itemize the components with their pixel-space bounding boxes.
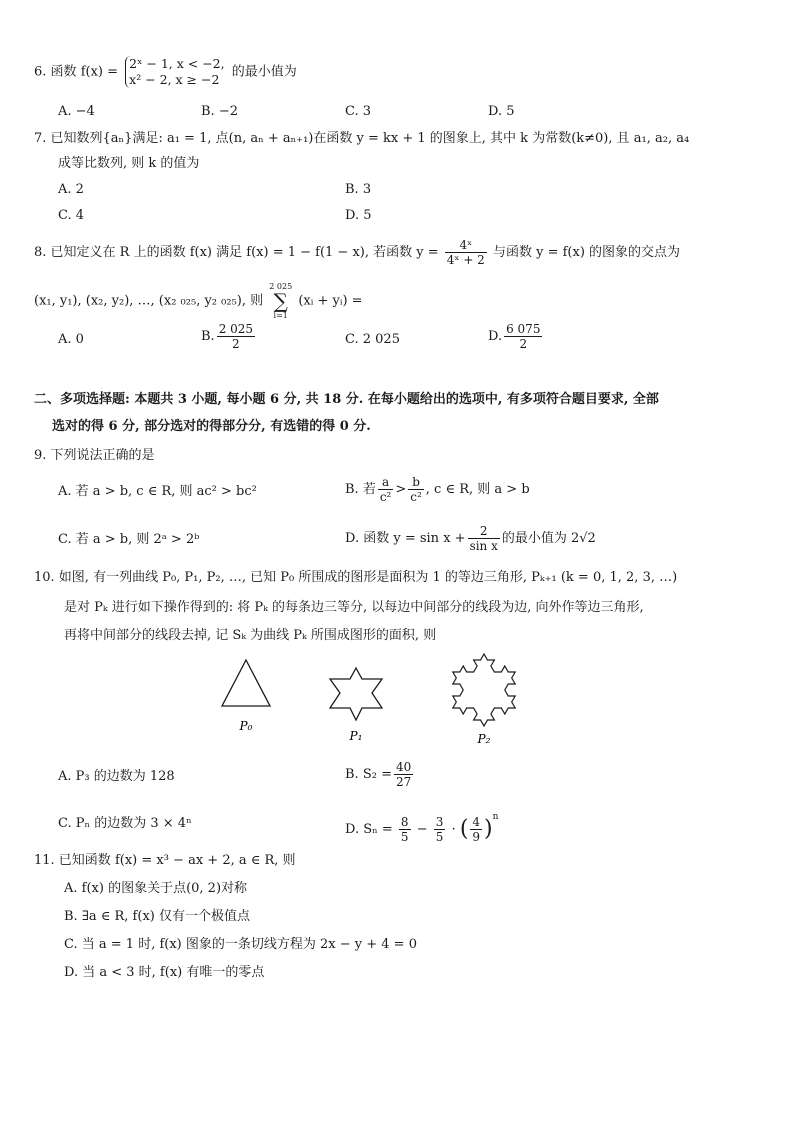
q10-stem-line1: 10. 如图, 有一列曲线 P₀, P₁, P₂, …, 已知 P₀ 所围成的图形是面积为 1 的等边三角形, Pₖ₊₁ (k = 0, 1, 2, 3, …) [34, 570, 678, 585]
q10-stem-line3: 再将中间部分的线段去掉, 记 Sₖ 为曲线 Pₖ 所围成图形的面积, 则 [64, 628, 437, 643]
q11-option-d: D. 当 a < 3 时, f(x) 有唯一的零点 [64, 965, 265, 980]
q8-option-c: C. 2 025 [345, 332, 400, 347]
q6-option-d: D. 5 [488, 104, 515, 119]
q7-option-a: A. 2 [58, 182, 84, 197]
q6-piecewise: 2ˣ − 1, x < −2, x² − 2, x ≥ −2 [125, 56, 224, 88]
q7-option-d: D. 5 [345, 208, 372, 223]
figure-p2-label: P₂ [477, 732, 491, 746]
q6-option-a: A. −4 [58, 104, 95, 119]
q9-option-b: B. 若 $\frac{a}{\text{c²}}$ > $\frac{b}{\text{c²}}$ , c ∈ R, 则 a > b [345, 475, 530, 504]
q10-option-d: D. Sₙ = $\frac{8}{5}$ − $\frac{3}{5}$ · ( $\frac{4}{9}$ )$^n$ [345, 812, 499, 844]
q8-stem-line1: 8. 已知定义在 R 上的函数 f(x) 满足 f(x) = 1 − f(1 − x), 若函数 y = $\frac{\text{4ˣ}}{\text{4ˣ + 2}}$ 与函数 y = f(x) 的图象的交点为 [34, 238, 681, 267]
q6-option-c: C. 3 [345, 104, 372, 119]
figure-p2-snowflake [453, 654, 515, 726]
q8-summation: 2 025 ∑ i=1 [269, 282, 293, 320]
q7-stem-line2: 成等比数列, 则 k 的值为 [58, 156, 200, 171]
q7-option-c: C. 4 [58, 208, 85, 223]
q8-option-d: D. $\frac{6 075}{2}$ [488, 322, 541, 351]
q7-stem-line1: 7. 已知数列{aₙ}满足: a₁ = 1, 点(n, aₙ + aₙ₊₁)在函数 y = kx + 1 的图象上, 其中 k 为常数(k≠0), 且 a₁, a₂, a₄ [34, 131, 690, 146]
q11-stem: 11. 已知函数 f(x) = x³ − ax + 2, a ∈ R, 则 [34, 853, 296, 868]
figure-p0-label: P₀ [239, 719, 253, 733]
q6-number: 6. [34, 64, 47, 80]
q10-option-a: A. P₃ 的边数为 128 [58, 769, 175, 784]
q8-stem-line2: (x₁, y₁), (x₂, y₂), …, (x₂ ₀₂₅, y₂ ₀₂₅), 则 2 025 ∑ i=1 (xᵢ + yᵢ) = [34, 282, 363, 320]
q11-option-b: B. ∃a ∈ R, f(x) 仅有一个极值点 [64, 909, 250, 924]
section2-heading-line1: 二、多项选择题: 本题共 3 小题, 每小题 6 分, 共 18 分. 在每小题给出的选项中, 有多项符合题目要求, 全部 [34, 392, 659, 407]
q6-stem: 6. 函数 f(x) = 2ˣ − 1, x < −2, x² − 2, x ≥ −2 的最小值为 [34, 56, 297, 87]
q11-option-c: C. 当 a = 1 时, f(x) 图象的一条切线方程为 2x − y + 4 = 0 [64, 937, 417, 952]
q10-option-b: B. S₂ = $\frac{40}{27}$ [345, 760, 412, 789]
q10-stem-line2: 是对 Pₖ 进行如下操作得到的: 将 Pₖ 的每条边三等分, 以每边中间部分的线段为边, 向外作等边三角形, [64, 600, 644, 615]
figure-p2-outline [453, 654, 515, 726]
q9-stem: 9. 下列说法正确的是 [34, 448, 155, 463]
figure-p1-star [330, 668, 382, 720]
q9-option-d: D. 函数 y = sin x + $\frac{2}{\text{sin x}}$ 的最小值为 2√2 [345, 524, 596, 553]
q8-option-a: A. 0 [58, 332, 84, 347]
q8-option-b: B. $\frac{2 025}{2}$ [201, 322, 254, 351]
q9-option-c: C. 若 a > b, 则 2ᵃ > 2ᵇ [58, 532, 200, 547]
koch-curve-figures [200, 648, 540, 748]
q10-option-c: C. Pₙ 的边数为 3 × 4ⁿ [58, 816, 192, 831]
section2-heading-line2: 选对的得 6 分, 部分选对的得部分分, 有选错的得 0 分. [52, 419, 371, 434]
q7-option-b: B. 3 [345, 182, 372, 197]
q9-option-a: A. 若 a > b, c ∈ R, 则 ac² > bc² [58, 484, 257, 499]
q11-option-a: A. f(x) 的图象关于点(0, 2)对称 [64, 881, 248, 896]
figure-p1-label: P₁ [349, 729, 363, 743]
q8-fraction: $\frac{\text{4ˣ}}{\text{4ˣ + 2}}$ [446, 238, 485, 267]
figure-p0-triangle [222, 660, 270, 706]
q6-option-b: B. −2 [201, 104, 238, 119]
